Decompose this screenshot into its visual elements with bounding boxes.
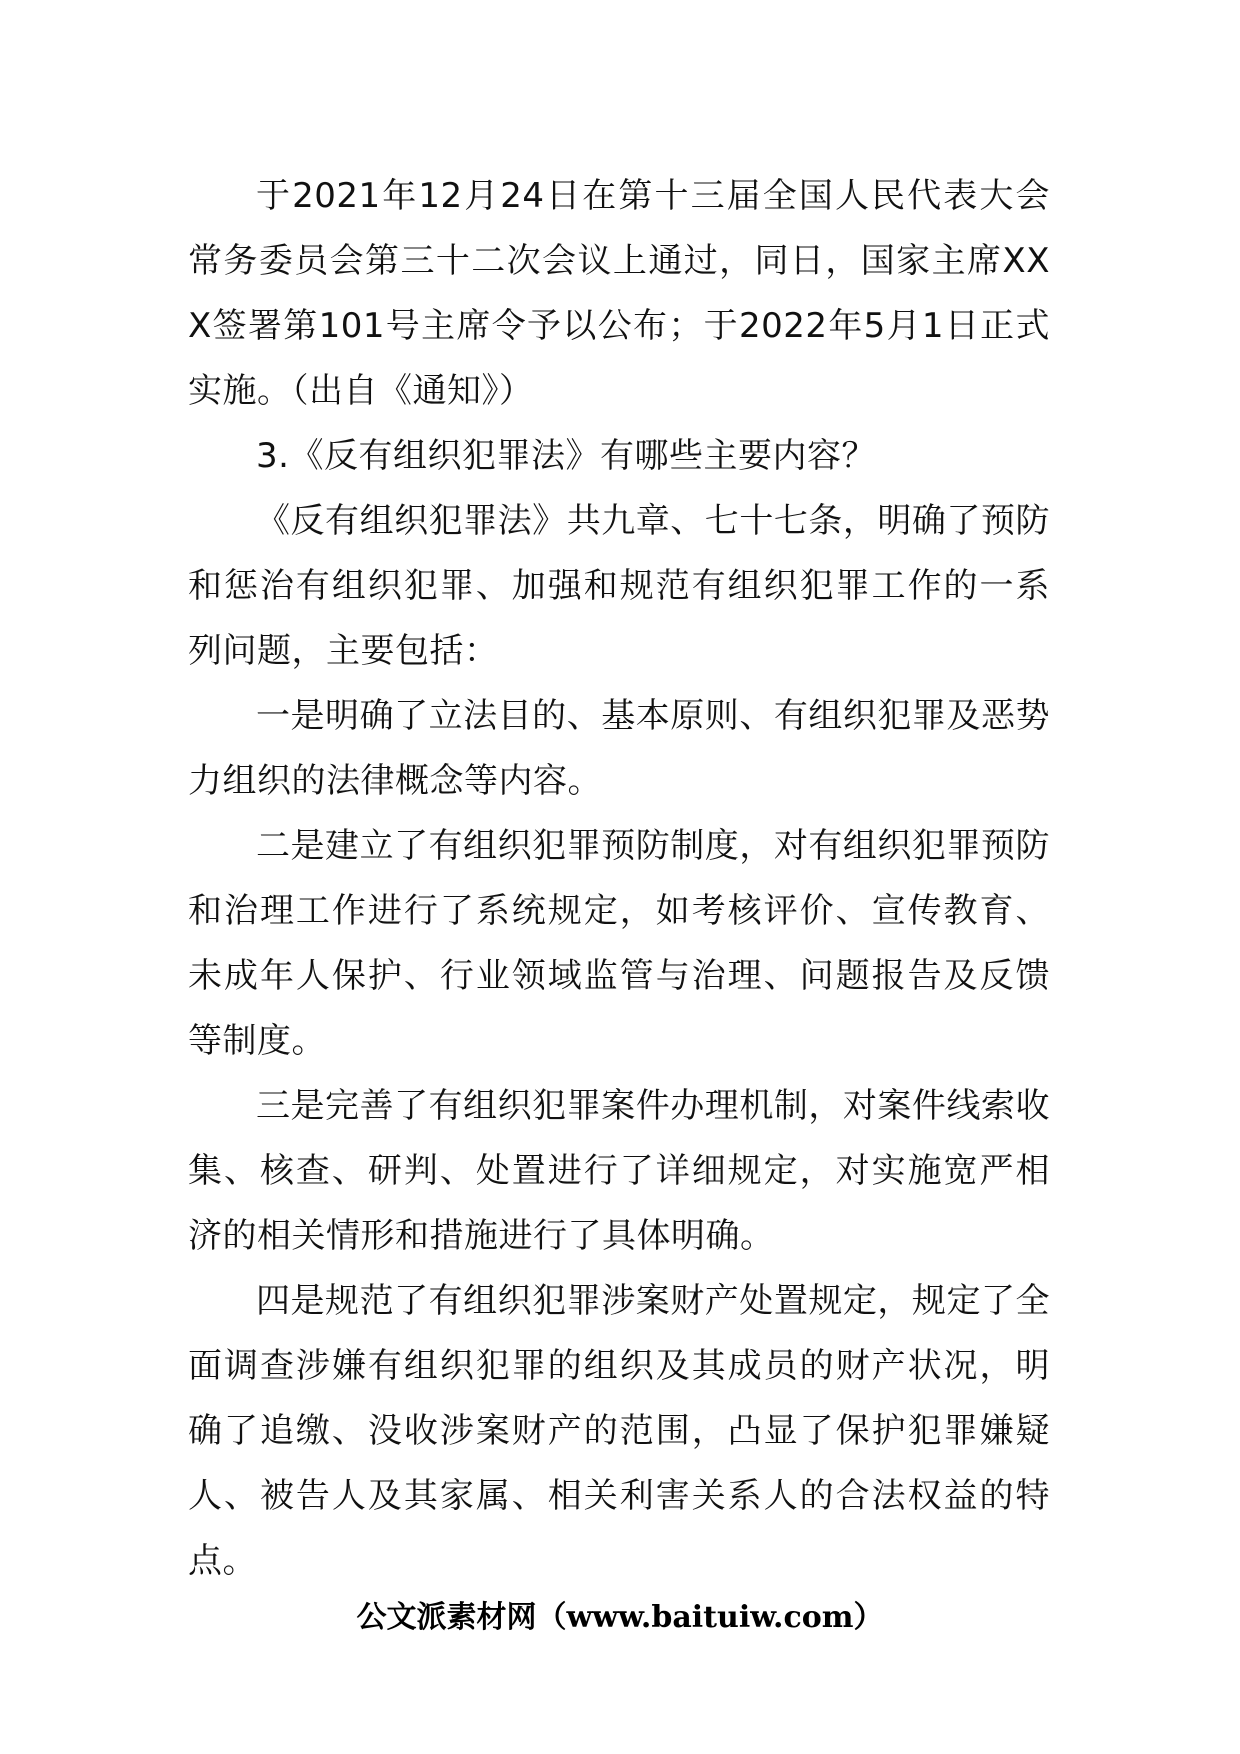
paragraph-point-one: 一是明确了立法目的、基本原则、有组织犯罪及恶势力组织的法律概念等内容。 (188, 696, 1050, 801)
paragraph-point-two: 二是建立了有组织犯罪预防制度，对有组织犯罪预防和治理工作进行了系统规定，如考核评价、宣传教育、未成年人保护、行业领域监管与治理、问题报告及反馈等制度。 (188, 826, 1050, 1061)
question-heading: 3.《反有组织犯罪法》有哪些主要内容？ (256, 436, 876, 476)
paragraph-enactment: 于2021年12月24日在第十三届全国人民代表大会常务委员会第三十二次会议上通过，同日，国家主席XXX签署第101号主席令予以公布；于2022年5月1日正式实施。（出自《通知》） (188, 176, 1050, 411)
footer-site-url: （www.baituiw.com） (536, 1600, 884, 1635)
paragraph-point-four: 四是规范了有组织犯罪涉案财产处置规定，规定了全面调查涉嫌有组织犯罪的组织及其成员的财产状况，明确了追缴、没收涉案财产的范围，凸显了保护犯罪嫌疑人、被告人及其家属、相关利害关系人的合法权益的特点。 (188, 1281, 1050, 1581)
paragraph-point-three: 三是完善了有组织犯罪案件办理机制，对案件线索收集、核查、研判、处置进行了详细规定，对实施宽严相济的相关情形和措施进行了具体明确。 (188, 1086, 1050, 1256)
page-footer (0, 1592, 1240, 1636)
paragraph-overview: 《反有组织犯罪法》共九章、七十七条，明确了预防和惩治有组织犯罪、加强和规范有组织犯罪工作的一系列问题，主要包括： (188, 501, 1050, 671)
document-body (188, 164, 1050, 1594)
footer-site-name: 公文派素材网 (356, 1600, 537, 1635)
